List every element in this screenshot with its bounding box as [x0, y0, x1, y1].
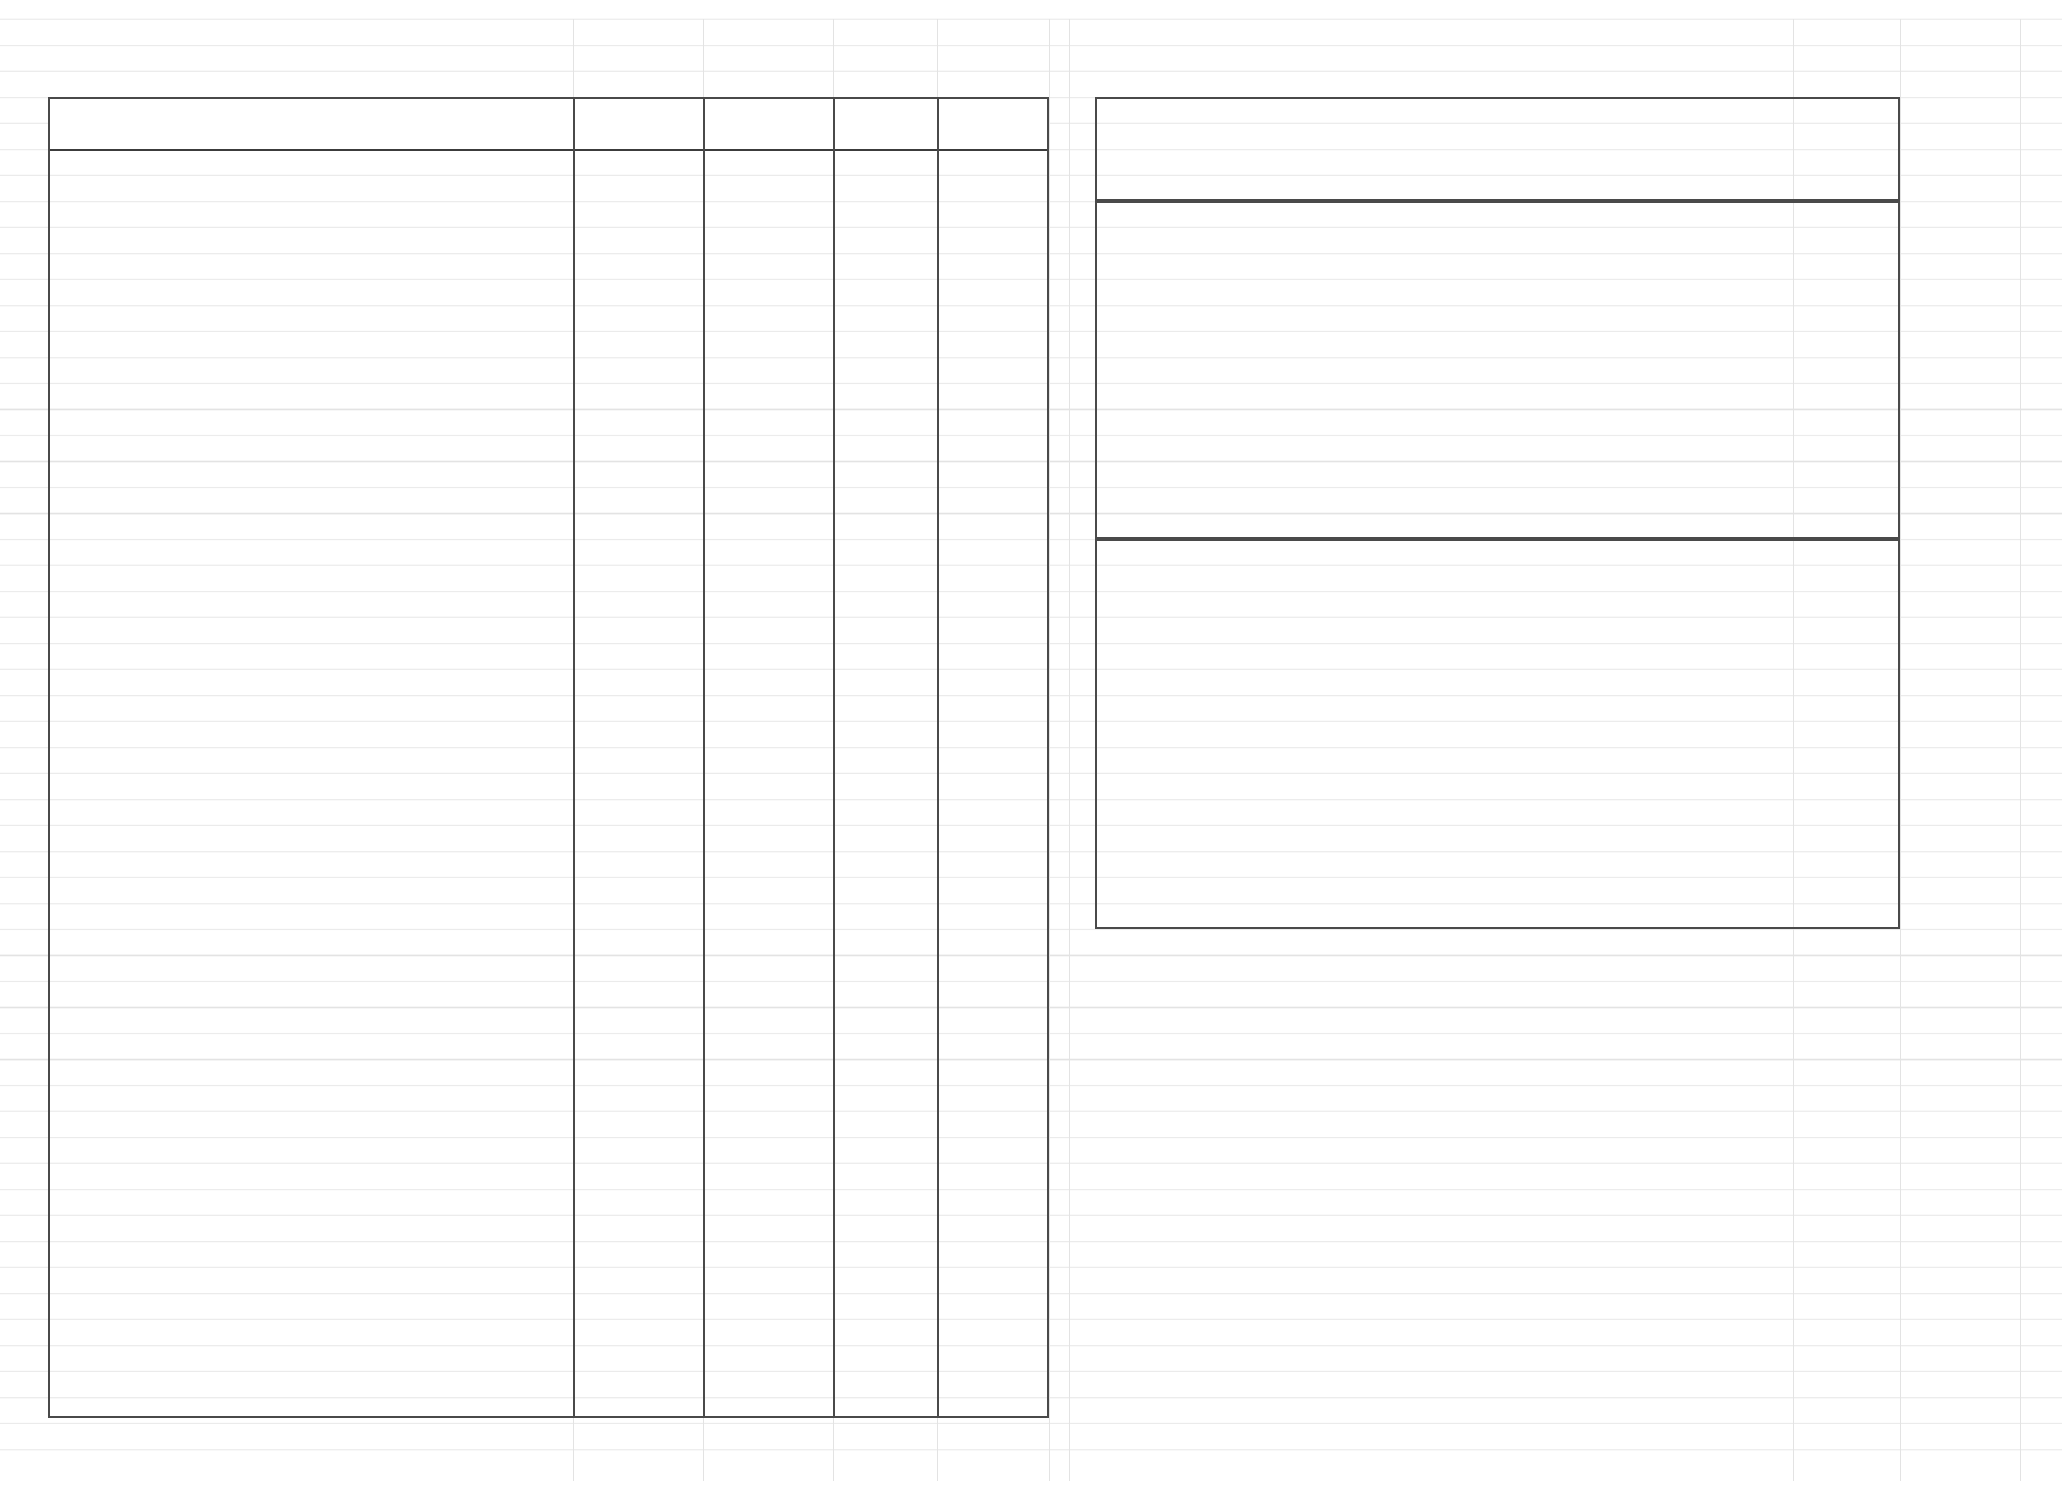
- header-sessions-1: [833, 99, 937, 149]
- gridline-vertical: [1793, 19, 1794, 1481]
- fee-table-border: [48, 97, 1049, 1418]
- gridline-vertical: [1069, 19, 1070, 1481]
- header-fee-1: [937, 99, 1049, 149]
- header-duration-1: [703, 99, 833, 149]
- column-divider: [937, 97, 939, 1418]
- sheet-title-row: [48, 30, 1049, 48]
- column-divider: [703, 97, 705, 1418]
- gridline-vertical: [1049, 19, 1050, 1481]
- gridline-vertical: [2020, 19, 2021, 1481]
- gridline-vertical: [1900, 19, 1901, 1481]
- fee-table-header: [48, 97, 1049, 151]
- column-divider: [833, 97, 835, 1418]
- fee-table: [48, 97, 1049, 1418]
- column-divider: [573, 97, 575, 1418]
